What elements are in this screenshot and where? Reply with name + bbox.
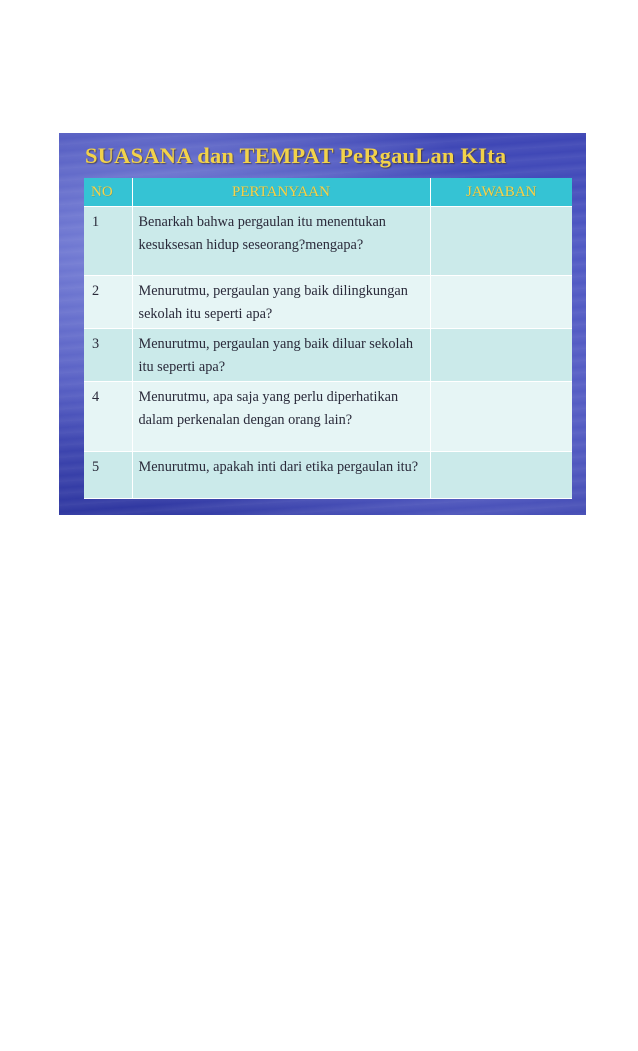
- header-no: NO: [84, 178, 132, 207]
- row-number: 4: [84, 382, 132, 452]
- table-row: [84, 452, 572, 499]
- row-answer: [430, 452, 572, 499]
- row-number: 5: [84, 452, 132, 499]
- slide: [59, 133, 586, 515]
- row-answer: [430, 329, 572, 382]
- table-row: [84, 329, 572, 382]
- row-question: Menurutmu, apakah inti dari etika pergaulan itu?: [132, 452, 430, 499]
- table-row: [84, 207, 572, 276]
- question-table: [84, 178, 572, 499]
- row-answer: [430, 276, 572, 329]
- table-row: [84, 276, 572, 329]
- table-header-row: [84, 178, 572, 207]
- row-question: Menurutmu, apa saja yang perlu diperhatikan dalam perkenalan dengan orang lain?: [132, 382, 430, 452]
- header-answer: JAWABAN: [430, 178, 572, 207]
- header-question: PERTANYAAN: [132, 178, 430, 207]
- row-question: Benarkah bahwa pergaulan itu menentukan kesuksesan hidup seseorang?mengapa?: [132, 207, 430, 276]
- row-answer: [430, 382, 572, 452]
- row-number: 1: [84, 207, 132, 276]
- row-question: Menurutmu, pergaulan yang baik dilingkungan sekolah itu seperti apa?: [132, 276, 430, 329]
- row-answer: [430, 207, 572, 276]
- row-number: 2: [84, 276, 132, 329]
- row-question: Menurutmu, pergaulan yang baik diluar sekolah itu seperti apa?: [132, 329, 430, 382]
- table-row: [84, 382, 572, 452]
- slide-title: SUASANA dan TEMPAT PeRgauLan KIta: [85, 143, 507, 168]
- row-number: 3: [84, 329, 132, 382]
